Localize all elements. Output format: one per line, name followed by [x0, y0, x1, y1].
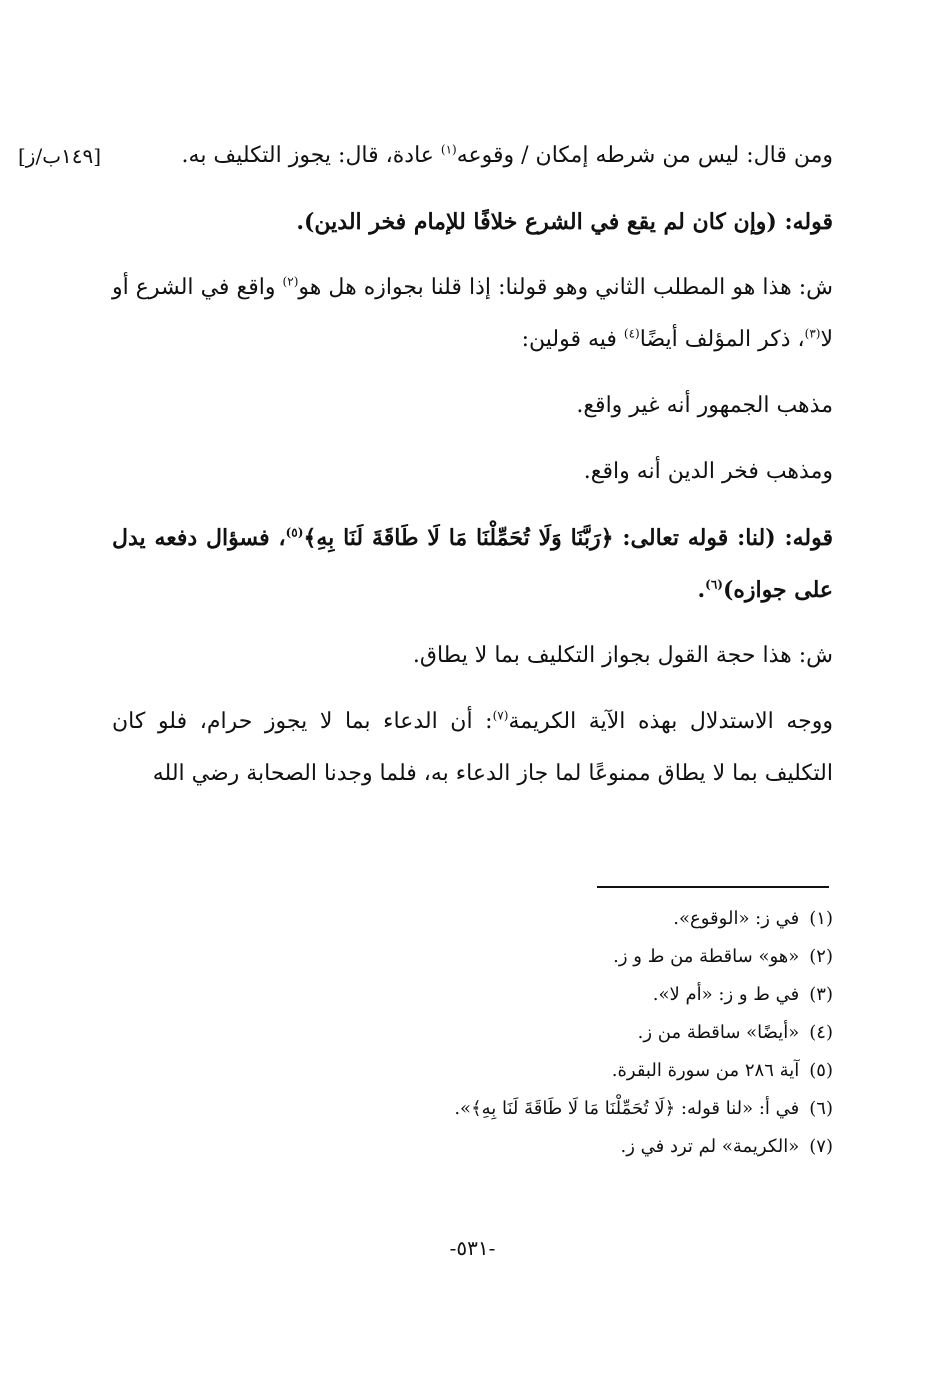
- footnote-marker: (٤): [623, 326, 640, 341]
- footnote: [112, 1090, 833, 1128]
- footnote: [112, 938, 833, 976]
- paragraph-text: : أن الدعاء بما لا يجوز حرام، فلو كان التكليف بما لا يطاق ممنوعًا لما جاز الدعاء به، فلما وجدنا الصحابة رضي الله: [112, 709, 833, 786]
- footnote: [112, 1052, 833, 1090]
- paragraph-text: مذهب الجمهور أنه غير واقع.: [576, 393, 833, 418]
- footnote: [112, 1128, 833, 1166]
- paragraph: [112, 630, 833, 682]
- paragraph-text: ومن قال: ليس من شرطه إمكان / وقوعه: [456, 143, 833, 168]
- footnote-text: «الكريمة» لم ترد في ز.: [620, 1136, 800, 1157]
- footnote-text: في ط و ز: «أم لا».: [652, 984, 800, 1005]
- paragraph-text: عادة، قال: يجوز التكليف به.: [181, 143, 441, 168]
- paragraph: [112, 446, 833, 498]
- footnote-text: «هو» ساقطة من ط و ز.: [613, 946, 800, 967]
- paragraph: [112, 512, 833, 616]
- paragraph: [112, 380, 833, 432]
- footnote-separator: [597, 886, 829, 888]
- footnote-number: (٣): [809, 984, 833, 1005]
- footnote-text: في أ: «لنا قوله: ﴿لَا تُحَمِّلْنَا مَا لَا طَاقَةَ لَنَا بِهِ﴾».: [454, 1098, 800, 1119]
- footnote-marker: (٥): [285, 525, 304, 540]
- paragraph-text: ش: هذا هو المطلب الثاني وهو قولنا: إذا قلنا بجوازه هل هو: [298, 275, 834, 300]
- paragraph-text: ومذهب فخر الدين أنه واقع.: [583, 459, 833, 484]
- paragraph-text: ووجه الاستدلال بهذه الآية الكريمة: [508, 709, 833, 734]
- footnote-marker: (١): [440, 142, 457, 157]
- footnote-text: آية ٢٨٦ من سورة البقرة.: [611, 1060, 800, 1081]
- paragraph-text: قوله: (وإن كان لم يقع في الشرع خلافًا للإمام فخر الدين).: [296, 209, 833, 235]
- paragraph: [112, 262, 833, 366]
- margin-reference: [١٤٩ب/ز]: [18, 144, 102, 168]
- paragraph-text: قوله: (لنا: قوله تعالى: ﴿رَبَّنَا وَلَا تُحَمِّلْنَا مَا لَا طَاقَةَ لَنَا بِهِ﴾: [303, 525, 833, 551]
- footnote-marker: (٣): [804, 326, 821, 341]
- footnote-marker: (٦): [705, 577, 723, 592]
- paragraph: [112, 696, 833, 800]
- footnote-text: «أيضًا» ساقطة من ز.: [637, 1022, 800, 1043]
- page-number: -٥٣١-: [449, 1236, 496, 1260]
- footnote-number: (٧): [809, 1136, 833, 1157]
- paragraph: [112, 196, 833, 248]
- paragraph-text: ش: هذا حجة القول بجواز التكليف بما لا يطاق.: [412, 643, 833, 668]
- paragraph: [112, 130, 833, 182]
- paragraph-text: ، ذكر المؤلف أيضًا: [639, 327, 805, 352]
- footnote-marker: (٧): [492, 708, 509, 723]
- paragraph-text: .: [697, 577, 706, 603]
- main-text: [112, 130, 833, 814]
- paragraph-text: فيه قولين:: [521, 327, 624, 352]
- paragraph-text: ، فسؤال دفعه يدل على جوازه): [112, 525, 833, 603]
- footnote: [112, 900, 833, 938]
- footnote: [112, 976, 833, 1014]
- footnote-number: (٤): [809, 1022, 833, 1043]
- footnote-text: في ز: «الوقوع».: [673, 908, 800, 929]
- footnote-number: (٦): [809, 1098, 833, 1119]
- footnote: [112, 1014, 833, 1052]
- footnote-marker: (٢): [282, 274, 299, 289]
- footnote-number: (١): [809, 908, 833, 929]
- paragraph-text: واقع في الشرع أو لا: [112, 275, 833, 352]
- footnotes-list: [112, 900, 833, 1166]
- footnote-number: (٥): [809, 1060, 833, 1081]
- footnote-number: (٢): [809, 946, 833, 967]
